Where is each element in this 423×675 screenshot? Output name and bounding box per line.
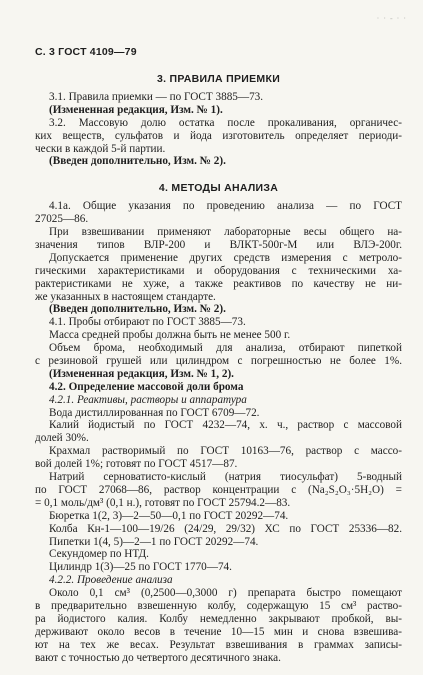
text-line: 3.1. Правила приемки — по ГОСТ 3885—73. bbox=[49, 91, 264, 103]
subsection-title: 4.2.1. Реактивы, растворы и аппаратура bbox=[49, 393, 247, 406]
text-line: вой долей 1%; готовят по ГОСТ 4517—87. bbox=[35, 458, 238, 471]
text-line: вают с точностью до четвертого десятичного знака. bbox=[35, 651, 281, 664]
amendment-note: (Измененная редакция, Изм. № 1). bbox=[49, 103, 223, 116]
section-heading: 4. МЕТОДЫ АНАЛИЗА bbox=[158, 182, 279, 195]
text-line: гическими характеристиками и оборудования с техническими ха- bbox=[35, 264, 402, 277]
subsection-title: 4.2.2. Проведение анализа bbox=[49, 574, 173, 587]
text-line: 4.1. Пробы отбирают по ГОСТ 3885—73. bbox=[49, 316, 246, 329]
text-line: ких веществ, сульфатов и йода изготовитель определяет периоди- bbox=[35, 129, 402, 142]
text-line: 27025—86. bbox=[35, 213, 89, 226]
text-line: же указанных в настоящем стандарте. bbox=[35, 290, 216, 303]
section-body bbox=[35, 200, 402, 664]
text-line: Масса средней пробы должна быть не менее 500 г. bbox=[49, 329, 291, 342]
text-line: Вода дистиллированная по ГОСТ 6709—72. bbox=[49, 406, 260, 419]
text-line: долей 30%. bbox=[35, 432, 89, 445]
text-line: Цилиндр 1(3)—25 по ГОСТ 1770—74. bbox=[49, 561, 232, 574]
text-line: Калий йодистый по ГОСТ 4232—74, х. ч., раствор с массовой bbox=[49, 419, 402, 432]
text-line: 3.2. Массовую долю остатка после прокаливания, органичес- bbox=[49, 116, 402, 129]
text-line: Бюретка 1(2, 3)—2—50—0,1 по ГОСТ 20292—74. bbox=[49, 509, 289, 522]
section-body bbox=[35, 91, 402, 168]
text-line: с резиновой грушей или цилиндром с погрешностью не более 1%. bbox=[35, 355, 402, 368]
text-line: рактеристиками не хуже, а также реактивов по качеству не ни- bbox=[35, 277, 402, 290]
text-line: При взвешивании применяют лабораторные весы общего на- bbox=[49, 226, 402, 239]
text-line: Объем брома, необходимый для анализа, отбирают пипеткой bbox=[49, 342, 402, 355]
text-line: чески в каждой 5-й партии. bbox=[35, 142, 166, 155]
text-line: держивают около весов в течение 10—15 мин и снова взвешива- bbox=[35, 625, 402, 638]
text-line: Допускается применение других средств измерения с метроло- bbox=[49, 251, 402, 264]
text-line: Колба Кн-1—100—19/26 (24/29, 29/32) ХС по ГОСТ 25336—82. bbox=[49, 522, 402, 535]
text-line: по ГОСТ 27068—86, раствор концентрации с (Na₂S₂O₃·5H₂O) = bbox=[35, 483, 402, 496]
text-line: Пипетки 1(4, 5)—2—1 по ГОСТ 20292—74. bbox=[49, 535, 259, 548]
text-line: ют на тех же весах. Результат взвешивания в граммах записы- bbox=[35, 638, 402, 651]
text-line: значения типов ВЛР-200 и ВЛКТ-500г-М или ВЛЭ-200г. bbox=[35, 239, 402, 252]
text-line: Около 0,1 см³ (0,2500—0,3000 г) препарата быстро помещают bbox=[49, 587, 402, 600]
amendment-note: (Измененная редакция, Изм. № 1, 2). bbox=[49, 367, 234, 380]
text-line: ра йодистого калия. Колбу немедленно закрывают пробкой, вы- bbox=[35, 612, 402, 625]
text-line: в предварительно взвешенную колбу, содержащую 15 см³ раство- bbox=[35, 599, 402, 612]
corner-mark: · · - · · bbox=[376, 14, 407, 23]
text-line: = 0,1 моль/дм³ (0,1 н.), готовят по ГОСТ 25794.2—83. bbox=[35, 496, 291, 509]
amendment-note: 4.2. Определение массовой доли брома bbox=[49, 380, 244, 393]
text-line: 4.1а. Общие указания по проведению анализа — по ГОСТ bbox=[49, 200, 402, 213]
text-line: Секундомер по НТД. bbox=[49, 548, 149, 561]
running-head: С. 3 ГОСТ 4109—79 bbox=[35, 46, 137, 58]
text-line: Крахмал растворимый по ГОСТ 10163—76, раствор с массо- bbox=[49, 445, 402, 458]
page-body bbox=[35, 71, 402, 664]
amendment-note: (Введен дополнительно, Изм. № 2). bbox=[49, 303, 226, 316]
text-line: Натрий серноватисто-кислый (натрия тиосульфат) 5-водный bbox=[49, 471, 402, 484]
section-heading: 3. ПРАВИЛА ПРИЕМКИ bbox=[156, 73, 281, 85]
amendment-note: (Введен дополнительно, Изм. № 2). bbox=[49, 155, 226, 168]
